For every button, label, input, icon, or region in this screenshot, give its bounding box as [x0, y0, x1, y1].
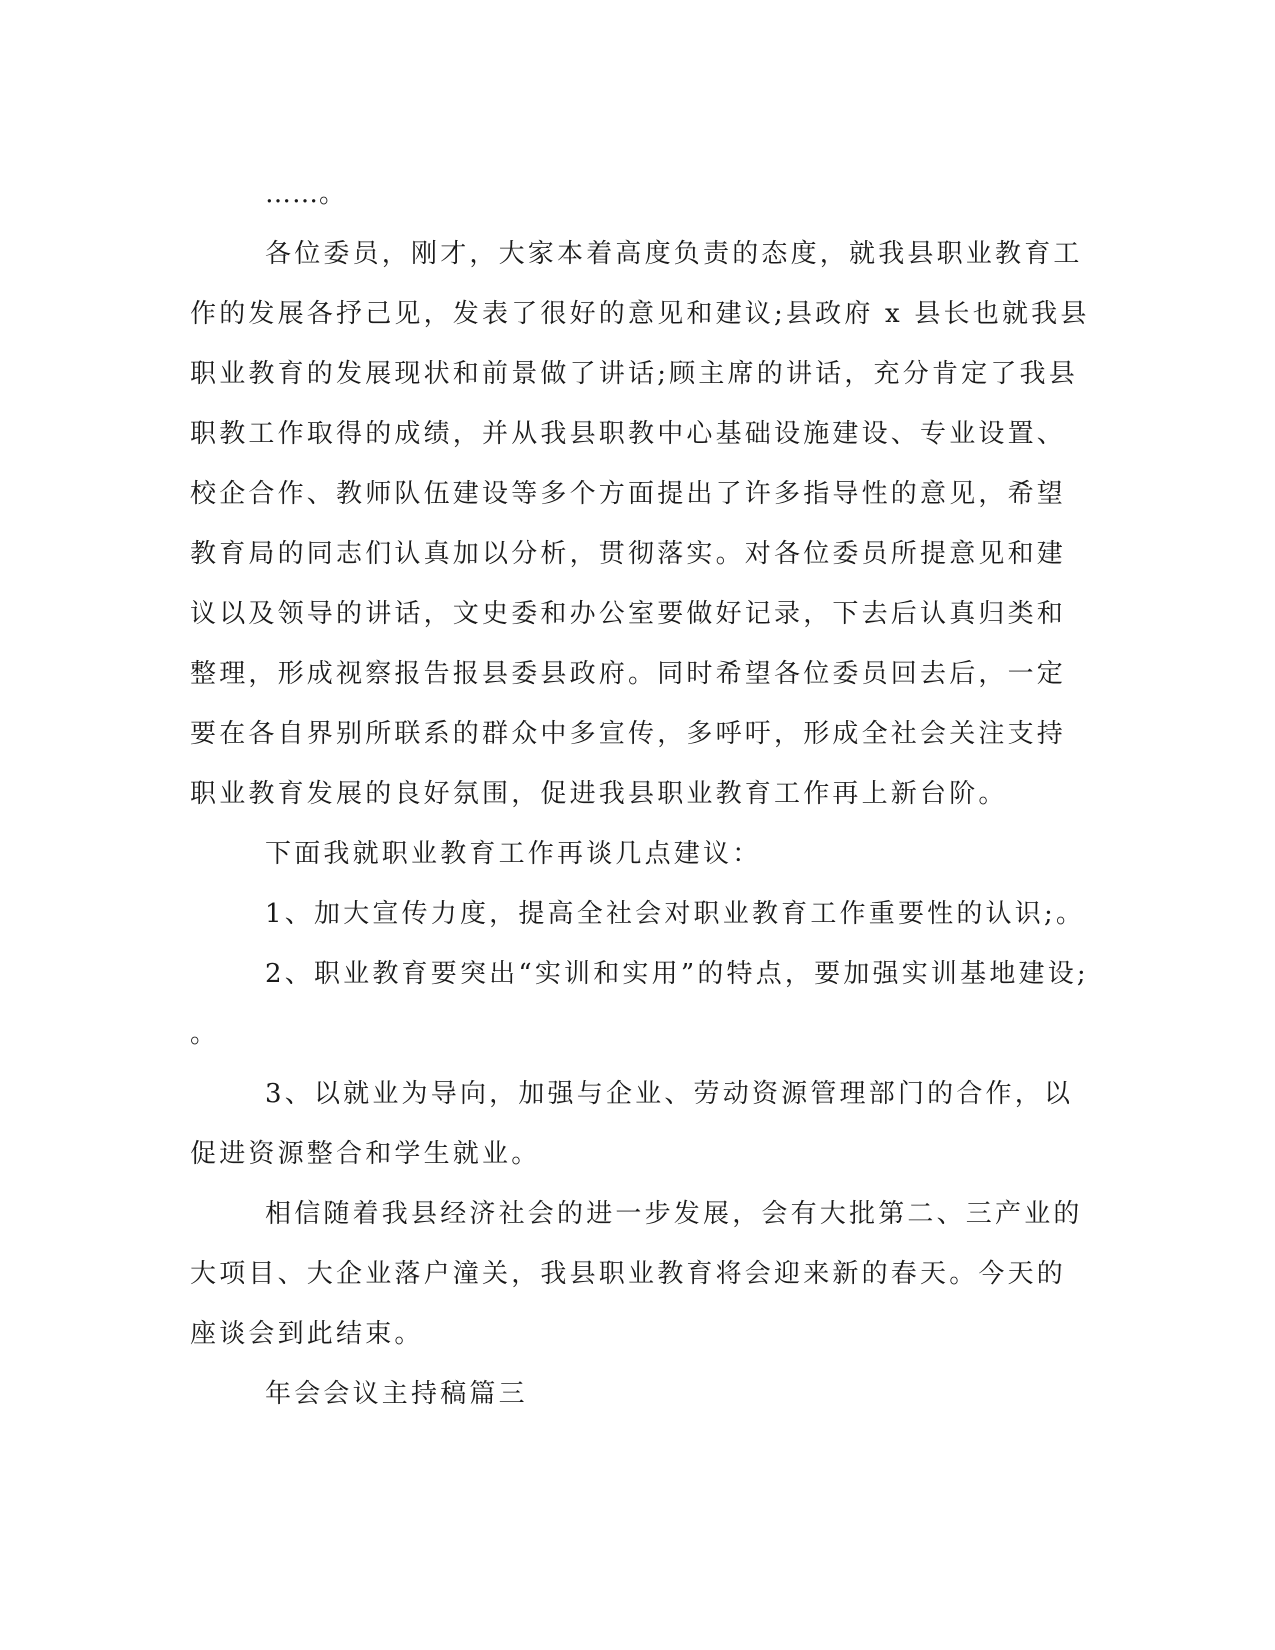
- paragraph-line: 校企合作、教师队伍建设等多个方面提出了许多指导性的意见，希望: [190, 479, 1067, 509]
- paragraph-line: 整理，形成视察报告报县委县政府。同时希望各位委员回去后，一定: [190, 659, 1067, 689]
- paragraph-line: 相信随着我县经济社会的进一步发展，会有大批第二、三产业的: [265, 1199, 1083, 1229]
- paragraph-line: 作的发展各抒己见，发表了很好的意见和建议;县政府 x 县长也就我县: [190, 299, 1090, 329]
- intro-ellipsis: ……。: [265, 179, 347, 209]
- paragraph-line: 职业教育发展的良好氛围，促进我县职业教育工作再上新台阶。: [190, 779, 1008, 809]
- suggestion-item-2: [190, 944, 1089, 1064]
- paragraph-line: 大项目、大企业落户潼关，我县职业教育将会迎来新的春天。今天的: [190, 1259, 1067, 1289]
- paragraph-line: 各位委员，刚才，大家本着高度负责的态度，就我县职业教育工: [265, 239, 1083, 269]
- paragraph-line: 2、职业教育要突出“实训和实用”的特点，要加强实训基地建设;: [265, 959, 1089, 989]
- paragraph-suggestions-intro: 下面我就职业教育工作再谈几点建议：: [265, 839, 762, 869]
- paragraph-line: 。: [190, 1019, 220, 1049]
- paragraph-committee-summary: [190, 224, 1090, 824]
- suggestion-item-1: 1、加大宣传力度，提高全社会对职业教育工作重要性的认识;。: [265, 899, 1086, 929]
- paragraph-line: 座谈会到此结束。: [190, 1319, 424, 1349]
- paragraph-line: 3、以就业为导向，加强与企业、劳动资源管理部门的合作，以: [265, 1079, 1074, 1109]
- document-body: [190, 164, 1090, 1424]
- paragraph-line: 职教工作取得的成绩，并从我县职教中心基础设施建设、专业设置、: [190, 419, 1067, 449]
- paragraph-line: 职业教育的发展现状和前景做了讲话;顾主席的讲话，充分肯定了我县: [190, 359, 1078, 389]
- section-heading: 年会会议主持稿篇三: [265, 1379, 528, 1409]
- paragraph-line: 促进资源整合和学生就业。: [190, 1139, 541, 1169]
- paragraph-line: 要在各自界别所联系的群众中多宣传，多呼吁，形成全社会关注支持: [190, 719, 1067, 749]
- paragraph-line: 议以及领导的讲话，文史委和办公室要做好记录，下去后认真归类和: [190, 599, 1067, 629]
- paragraph-line: 教育局的同志们认真加以分析，贯彻落实。对各位委员所提意见和建: [190, 539, 1067, 569]
- suggestion-item-3: [190, 1064, 1080, 1184]
- paragraph-closing: [190, 1184, 1083, 1364]
